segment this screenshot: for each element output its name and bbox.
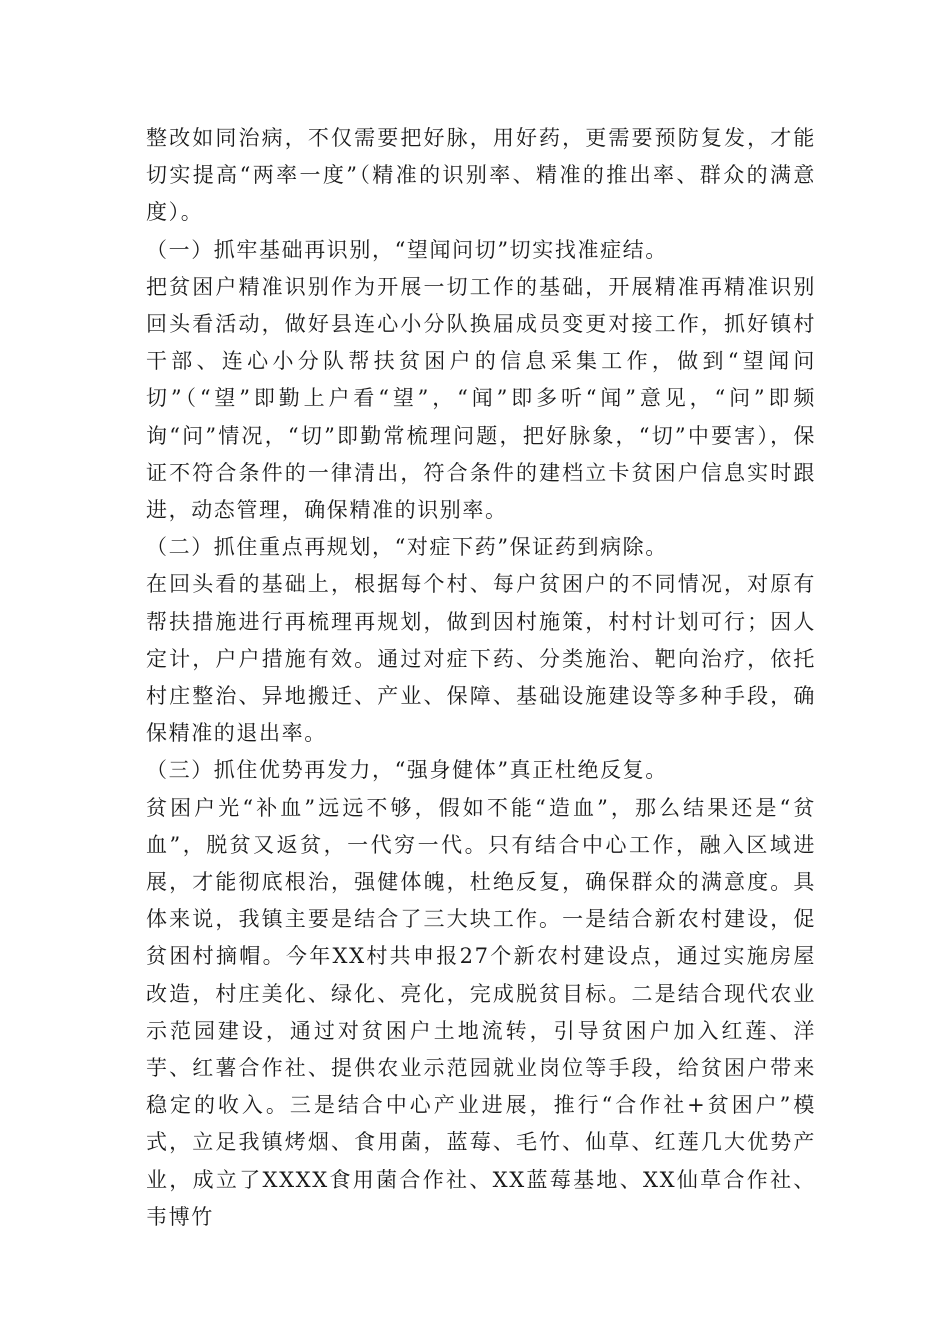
section-heading-3: （三）抓住优势再发力，“强身健体”真正杜绝反复。 xyxy=(146,758,668,783)
paragraph-intro: 整改如同治病，不仅需要把好脉，用好药，更需要预防复发，才能切实提高“两率一度”（精准的识别率、精准的推出率、群众的满意度）。 xyxy=(146,126,816,225)
document-body xyxy=(146,120,816,1236)
paragraph-section-1: 把贫困户精准识别作为开展一切工作的基础，开展精准再精准识别回头看活动，做好县连心小分队换届成员变更对接工作，抓好镇村干部、连心小分队帮扶贫困户的信息采集工作，做到“望闻问切”（“望”即勤上户看“望”，“闻”即多听“闻”意见，“问”即频询“问”情况，“切”即勤常梳理问题，把好脉象，“切”中要害），保证不符合条件的一律清出，符合条件的建档立卡贫困户信息实时跟进，动态管理，确保精准的识别率。 xyxy=(146,274,816,523)
section-heading-1: （一）抓牢基础再识别，“望闻问切”切实找准症结。 xyxy=(146,237,668,262)
paragraph-section-2: 在回头看的基础上，根据每个村、每户贫困户的不同情况，对原有帮扶措施进行再梳理再规划，做到因村施策，村村计划可行；因人定计，户户措施有效。通过对症下药、分类施治、靶向治疗，依托村庄整治、异地搬迁、产业、保障、基础设施建设等多种手段，确保精准的退出率。 xyxy=(146,572,816,746)
section-heading-2: （二）抓住重点再规划，“对症下药”保证药到病除。 xyxy=(146,535,668,560)
paragraph-section-3: 贫困户光“补血”远远不够，假如不能“造血”，那么结果还是“贫血”，脱贫又返贫，一代穷一代。只有结合中心工作，融入区域进展，才能彻底根治，强健体魄，杜绝反复，确保群众的满意度。具体来说，我镇主要是结合了三大块工作。一是结合新农村建设，促贫困村摘帽。今年XX村共申报27个新农村建设点，通过实施房屋改造，村庄美化、绿化、亮化，完成脱贫目标。二是结合现代农业示范园建设，通过对贫困户土地流转，引导贫困户加入红莲、洋芋、红薯合作社、提供农业示范园就业岗位等手段，给贫困户带来稳定的收入。三是结合中心产业进展，推行“合作社+贫困户”模式，立足我镇烤烟、食用菌，蓝莓、毛竹、仙草、红莲几大优势产业，成立了XXXX食用菌合作社、XX蓝莓基地、XX仙草合作社、韦博竹 xyxy=(146,795,816,1229)
